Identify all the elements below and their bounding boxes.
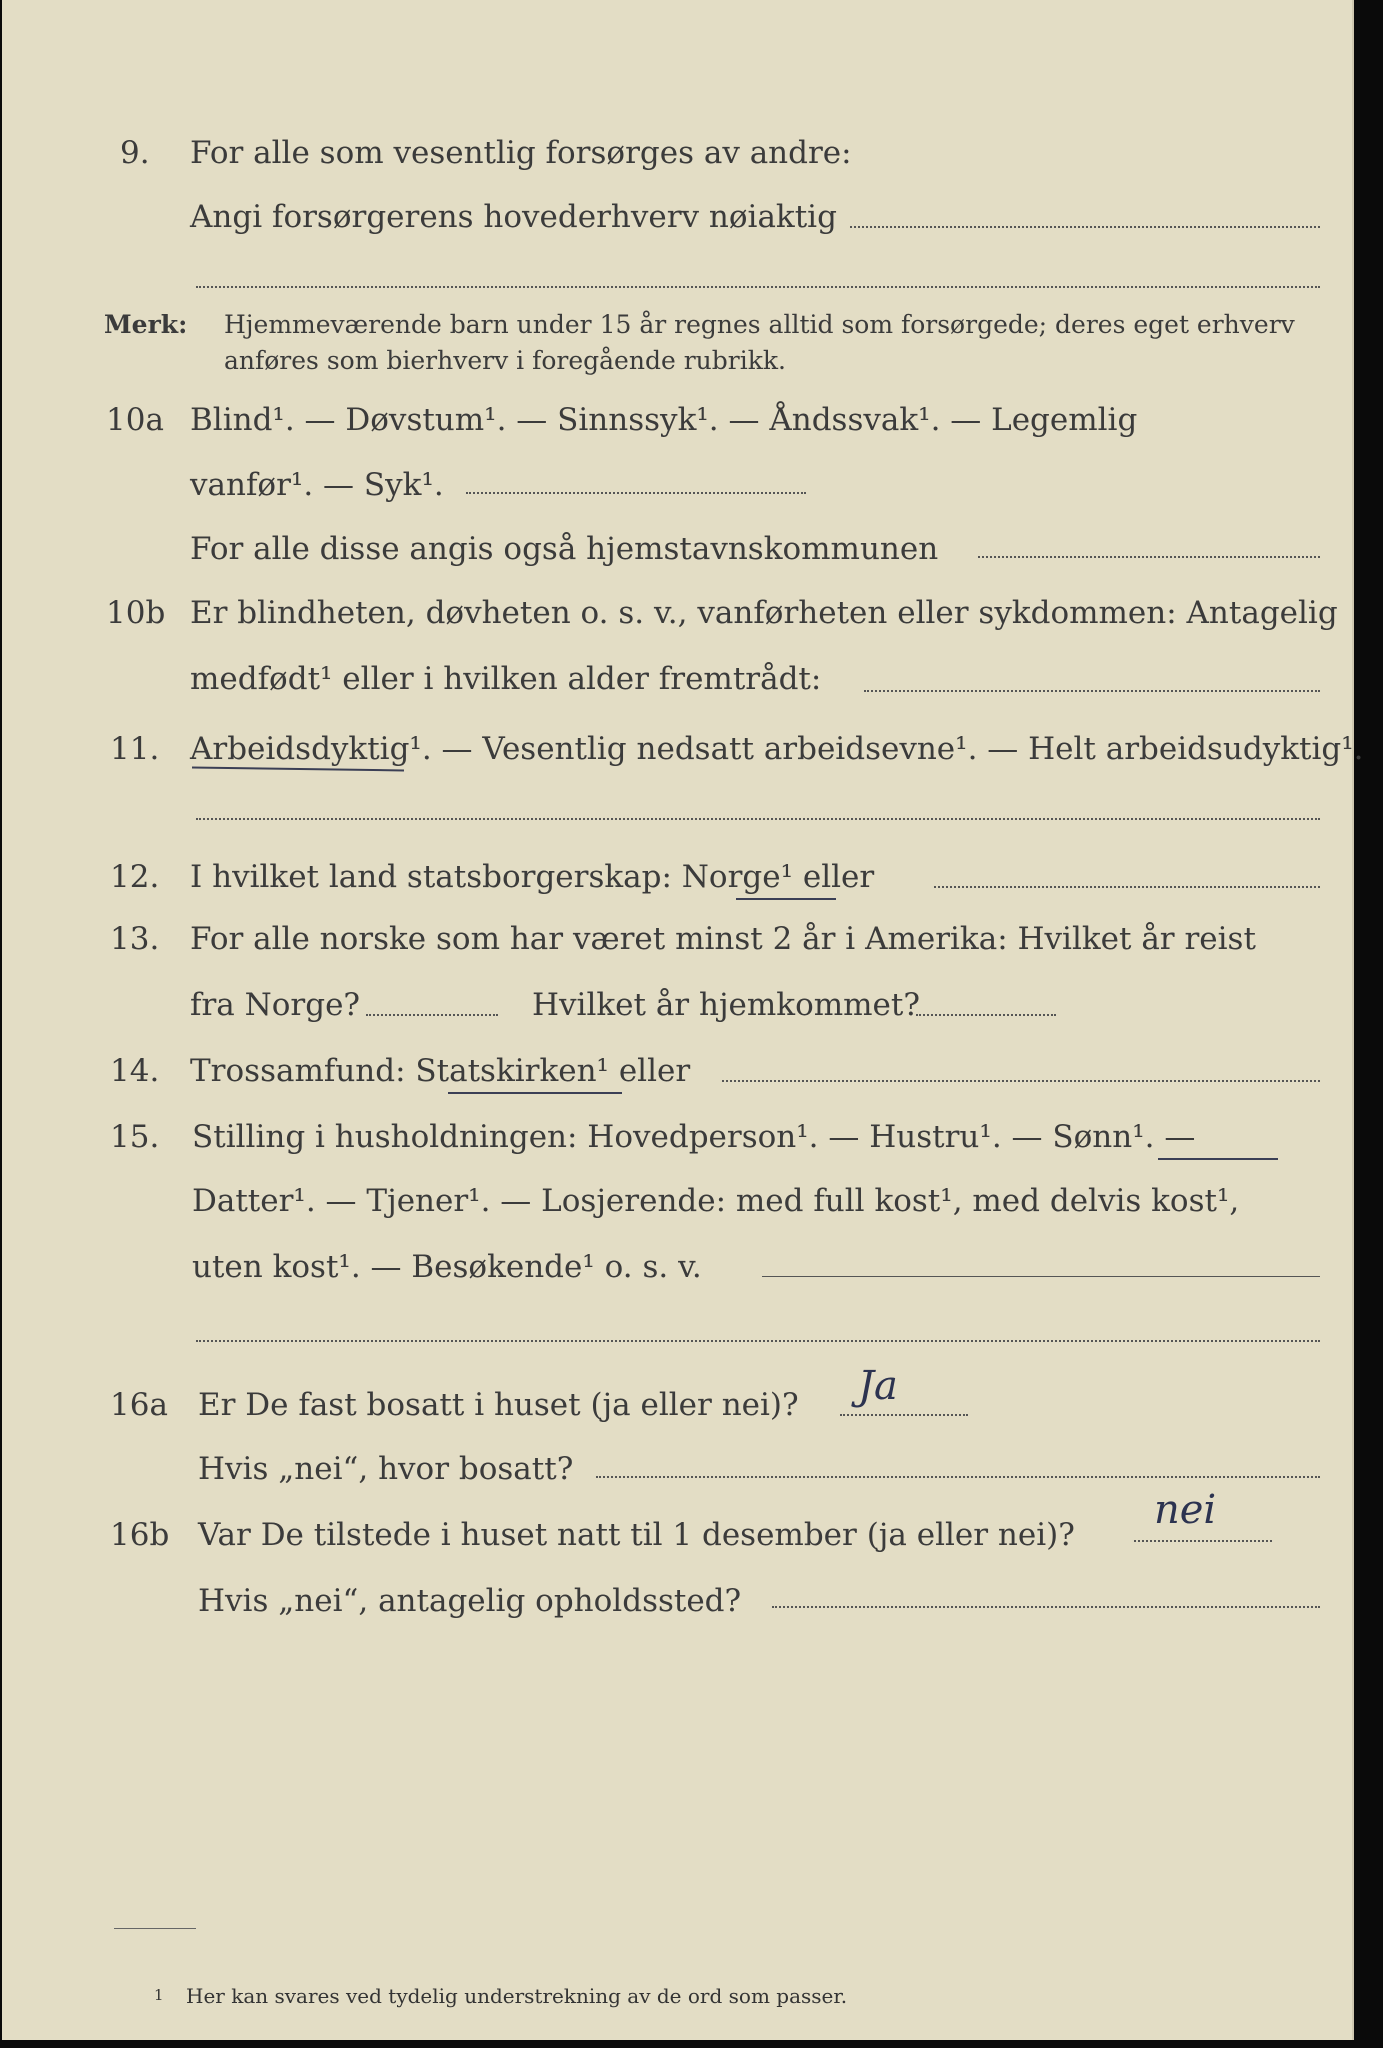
q9-line1: For alle som vesentlig forsørges av andre: [190, 135, 852, 171]
q16a-answer-line [840, 1414, 968, 1416]
q10b-line1: Er blindheten, døvheten o. s. v., vanførheten eller sykdommen: Antagelig [190, 595, 1338, 631]
merk-line2: anføres som bierhverv i foregående rubrikk. [224, 346, 786, 375]
q10a-answer-line [466, 492, 806, 494]
q11-underline-mark [192, 767, 404, 772]
q13-reist-line [366, 1014, 498, 1016]
merk-line1: Hjemmeværende barn under 15 år regnes alltid som forsørgede; deres eget erhverv [224, 310, 1295, 339]
q16a-line1: Er De fast bosatt i huset (ja eller nei)? [198, 1387, 799, 1423]
q16a-handwritten-answer: Ja [858, 1363, 898, 1409]
q16b-line2: Hvis „nei“, antagelig opholdssted? [198, 1583, 742, 1619]
q15-answer-line-2 [196, 1340, 1320, 1342]
merk-label: Merk: [104, 310, 188, 339]
q16a-number: 16a [110, 1387, 168, 1423]
q10a-line1: Blind¹. — Døvstum¹. — Sinnssyk¹. — Åndssvak¹. — Legemlig [190, 402, 1138, 438]
q15-number: 15. [110, 1119, 160, 1155]
q12-number: 12. [110, 859, 160, 895]
q16b-opholdssted-line [772, 1606, 1320, 1608]
q9-answer-line-2 [196, 286, 1320, 288]
q11-answer-line [196, 818, 1320, 820]
census-form-page [2, 0, 1364, 2040]
q11-text: Arbeidsdyktig¹. — Vesentlig nedsatt arbeidsevne¹. — Helt arbeidsudyktig¹. [190, 731, 1364, 767]
q12-text: I hvilket land statsborgerskap: Norge¹ eller [190, 859, 875, 895]
q13-line1: For alle norske som har været minst 2 år i Amerika: Hvilket år reist [190, 921, 1256, 957]
q13-line2a: fra Norge? [190, 987, 361, 1023]
q15-answer-line [762, 1276, 1320, 1277]
q16b-handwritten-answer: nei [1154, 1487, 1217, 1533]
q15-line1: Stilling i husholdningen: Hovedperson¹. — Hustru¹. — Sønn¹. — [192, 1119, 1196, 1155]
q10a-hjemstavn-line [978, 556, 1320, 558]
q14-underline-mark [448, 1092, 622, 1094]
q12-answer-line [934, 886, 1320, 888]
q16a-bosatt-line [596, 1476, 1320, 1478]
q15-line3: uten kost¹. — Besøkende¹ o. s. v. [192, 1249, 702, 1285]
q13-number: 13. [110, 921, 160, 957]
q10b-line2: medfødt¹ eller i hvilken alder fremtrådt: [190, 661, 822, 697]
q15-line2: Datter¹. — Tjener¹. — Losjerende: med full kost¹, med delvis kost¹, [192, 1183, 1240, 1219]
q14-text: Trossamfund: Statskirken¹ eller [190, 1053, 691, 1089]
q10a-line2: vanfør¹. — Syk¹. [190, 467, 444, 503]
q10a-line3: For alle disse angis også hjemstavnskommunen [190, 531, 939, 567]
q13-hjemkommet-line [916, 1014, 1056, 1016]
q16b-line1: Var De tilstede i huset natt til 1 desember (ja eller nei)? [198, 1517, 1075, 1553]
q9-number: 9. [120, 135, 150, 171]
q9-line2: Angi forsørgerens hovederhverv nøiaktig [190, 199, 837, 235]
q10b-number: 10b [106, 595, 166, 631]
q12-underline-mark [736, 898, 836, 900]
q9-answer-line [850, 226, 1320, 228]
q16b-number: 16b [110, 1517, 170, 1553]
q10b-answer-line [864, 690, 1320, 692]
footnote-rule [114, 1928, 196, 1929]
q14-answer-line [722, 1080, 1320, 1082]
q10a-number: 10a [106, 402, 164, 438]
q16b-answer-line [1134, 1540, 1272, 1542]
footnote-text: Her kan svares ved tydelig understrekning av de ord som passer. [186, 1984, 848, 2008]
q15-underline-mark [1158, 1158, 1278, 1160]
q14-number: 14. [110, 1053, 160, 1089]
q13-line2b: Hvilket år hjemkommet? [532, 987, 920, 1023]
q11-number: 11. [110, 731, 160, 767]
footnote-mark: 1 [154, 1986, 164, 2004]
q16a-line2: Hvis „nei“, hvor bosatt? [198, 1451, 574, 1487]
